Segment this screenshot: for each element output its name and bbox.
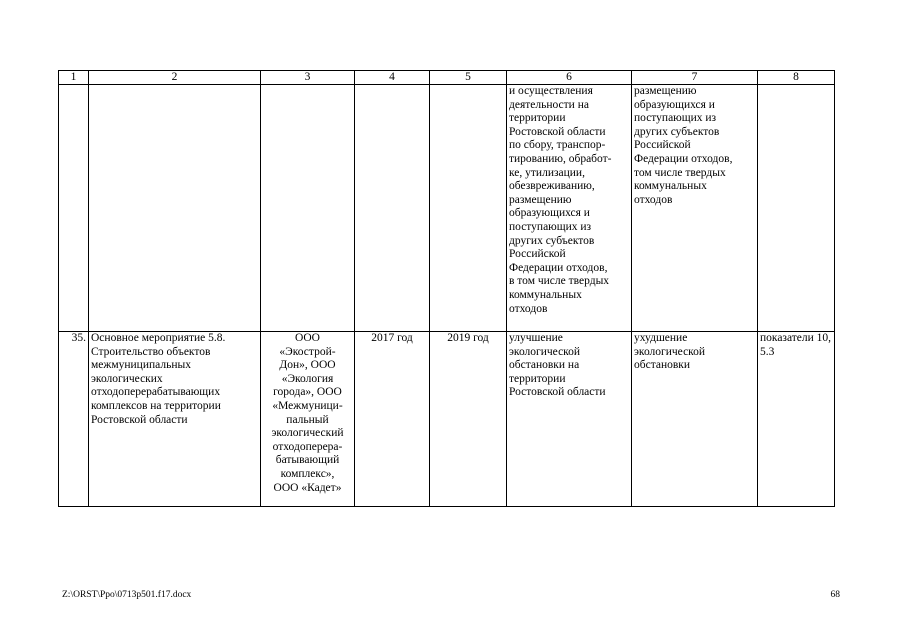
- text-line: показатели 10,: [760, 332, 832, 344]
- text-line: территории: [509, 372, 566, 385]
- table-row-35: [59, 332, 835, 507]
- text-line: других субъектов: [509, 234, 595, 247]
- text-line: тированию, обработ-: [509, 152, 612, 165]
- text-line: Федерации отходов,: [509, 261, 608, 274]
- text-line: размещению: [634, 85, 697, 97]
- text-line: комплекс»,: [280, 467, 335, 480]
- cell-empty: [89, 85, 261, 332]
- text-line: обезвреживанию,: [509, 180, 595, 193]
- text-line: отходоперерабатывающих: [91, 386, 221, 399]
- header-col-6: 6: [507, 71, 632, 85]
- cell-row-number: 35.: [59, 332, 89, 507]
- text-line: поступающих из: [634, 112, 717, 125]
- cell-empty: [355, 85, 430, 332]
- text-line: и осуществления: [509, 85, 593, 97]
- text-line: Строительство объектов: [91, 345, 211, 358]
- text-line: других субъектов: [634, 125, 720, 138]
- text-line: поступающих из: [509, 220, 592, 233]
- header-col-5: 5: [430, 71, 507, 85]
- header-col-1: 1: [59, 71, 89, 85]
- text-line: образующихся и: [509, 207, 590, 220]
- header-col-8: 8: [758, 71, 835, 85]
- footer-page-number: 68: [830, 590, 840, 600]
- text-line: отходов: [634, 193, 673, 206]
- cell-continued-result: [507, 85, 632, 332]
- text-line: пальный: [286, 413, 329, 426]
- text-line: 5.3: [760, 345, 775, 358]
- text-line: экологической: [634, 345, 706, 358]
- text-line: Федерации отходов,: [634, 152, 733, 165]
- text-line: Ростовской области: [509, 125, 606, 138]
- cell-start-year: 2017 год: [355, 332, 430, 507]
- cell-executor: [261, 332, 355, 507]
- text-line: коммунальных: [634, 180, 707, 193]
- text-line: ухудшение: [634, 332, 688, 344]
- cell-indicators: [758, 332, 835, 507]
- cell-empty: [430, 85, 507, 332]
- text-line: размещению: [509, 193, 572, 206]
- cell-empty: [59, 85, 89, 332]
- text-line: «Экострой-: [279, 345, 336, 358]
- text-line: коммунальных: [509, 288, 582, 301]
- text-line: экологических: [91, 372, 163, 385]
- cell-end-year: 2019 год: [430, 332, 507, 507]
- text-line: отходов: [509, 302, 548, 315]
- text-line: по сбору, транспор-: [509, 139, 606, 152]
- text-line: обстановки: [634, 359, 691, 372]
- table-header-row: [59, 71, 835, 85]
- cell-empty: [261, 85, 355, 332]
- text-line: в том числе твердых: [509, 275, 610, 288]
- text-line: экологической: [509, 345, 581, 358]
- table-row-continued: [59, 85, 835, 332]
- cell-empty: [758, 85, 835, 332]
- measures-table: [58, 70, 835, 507]
- footer-file-path: Z:\ORST\Ppo\0713p501.f17.docx: [62, 590, 192, 600]
- text-line: межмуниципальных: [91, 359, 191, 372]
- header-col-2: 2: [89, 71, 261, 85]
- text-line: экологический: [271, 427, 344, 440]
- cell-expected-result: [507, 332, 632, 507]
- cell-continued-consequence: [632, 85, 758, 332]
- text-line: территории: [509, 112, 566, 125]
- text-line: образующихся и: [634, 98, 715, 111]
- text-line: города», ООО: [273, 386, 342, 399]
- text-line: «Межмуници-: [272, 399, 343, 412]
- header-col-4: 4: [355, 71, 430, 85]
- text-line: деятельности на: [509, 98, 589, 111]
- text-line: Ростовской области: [91, 413, 188, 426]
- text-line: Ростовской области: [509, 386, 606, 399]
- text-line: отходоперера-: [272, 440, 343, 453]
- text-line: батывающий: [275, 454, 340, 467]
- text-line: Российской: [509, 248, 566, 261]
- header-col-3: 3: [261, 71, 355, 85]
- text-line: «Экология: [281, 372, 334, 385]
- header-col-7: 7: [632, 71, 758, 85]
- text-line: том числе твердых: [634, 166, 726, 179]
- text-line: комплексов на территории: [91, 399, 221, 412]
- cell-consequence: [632, 332, 758, 507]
- text-line: улучшение: [509, 332, 563, 344]
- text-line: обстановки на: [509, 359, 580, 372]
- text-line: ке, утилизации,: [509, 166, 585, 179]
- text-line: Дон», ООО: [279, 359, 336, 372]
- text-line: Российской: [634, 139, 691, 152]
- text-line: Основное мероприятие 5.8.: [91, 332, 226, 344]
- cell-measure-name: [89, 332, 261, 507]
- text-line: ООО «Кадет»: [273, 481, 342, 494]
- text-line: ООО: [295, 332, 320, 344]
